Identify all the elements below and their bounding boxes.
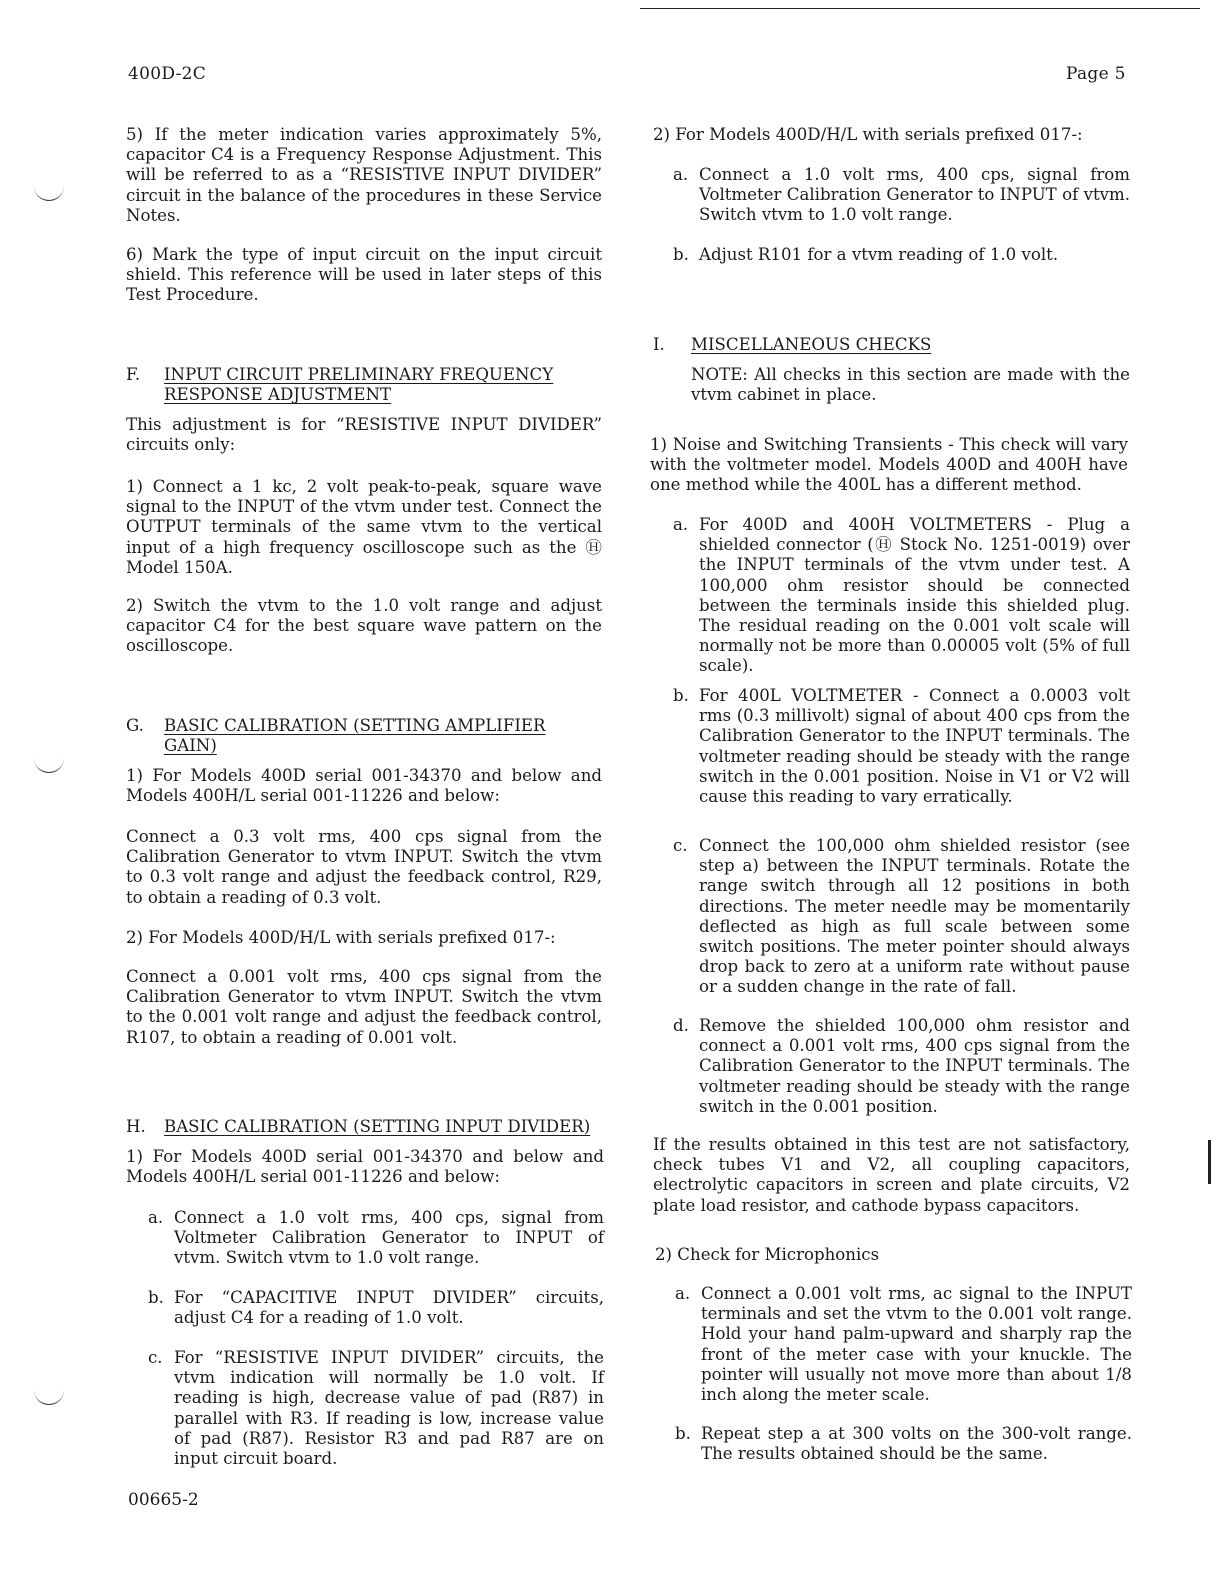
list-item	[673, 836, 1130, 998]
item-text: For 400L VOLTMETER - Connect a 0.0003 volt rms (0.3 millivolt) signal of about 400 cps from the Calibration Generator to the INPUT terminals. The voltmeter reading should be steady with the range switch in the 0.001 position. Noise in V1 or V2 will cause this reading to vary erratically.	[699, 686, 1130, 807]
section-letter: H.	[126, 1117, 146, 1136]
item-text: For “RESISTIVE INPUT DIVIDER” circuits, the vtvm indication will normally be 1.0 volt. If reading is high, decrease value of pad (R87) in parallel with R3. If reading is low, increase value of pad (R87). Resistor R3 and pad R87 are on input circuit board.	[174, 1348, 604, 1469]
section-f-step-2: 2) Switch the vtvm to the 1.0 volt range and adjust capacitor C4 for the best square wave pattern on the oscilloscope.	[126, 596, 602, 656]
item-text: Repeat step a at 300 volts on the 300-volt range. The results obtained should be the same.	[701, 1424, 1132, 1464]
section-title: MISCELLANEOUS CHECKS	[691, 335, 932, 354]
step-5-paragraph: 5) If the meter indication varies approximately 5%, capacitor C4 is a Frequency Response Adjustment. This will be referred to as a “RESISTIVE INPUT DIVIDER” circuit in the balance of the procedures in these Service Notes.	[126, 125, 602, 225]
edge-mark	[1208, 1140, 1211, 1184]
section-i-heading	[653, 335, 1130, 355]
section-f-heading	[126, 365, 602, 405]
list-item	[673, 165, 1130, 226]
footer-code: 00665-2	[128, 1490, 199, 1510]
section-i-step-2: 2) Check for Microphonics	[655, 1245, 880, 1264]
binder-hole-mark	[34, 758, 64, 773]
section-letter: G.	[126, 716, 144, 735]
item-text: Adjust R101 for a vtvm reading of 1.0 volt.	[699, 245, 1059, 264]
section-title: BASIC CALIBRATION (SETTING AMPLIFIER GAIN)	[164, 716, 546, 756]
item-label: c.	[148, 1348, 163, 1367]
section-h-heading	[126, 1117, 604, 1137]
item-text: For 400D and 400H VOLTMETERS - Plug a shielded connector (Ⓗ Stock No. 1251-0019) over the INPUT terminals of the vtvm under test. A 100,000 ohm resistor should be connected between the terminals inside this shielded plug. The residual reading on the 0.001 volt scale will normally not be more than 0.00005 volt (5% of full scale).	[699, 515, 1130, 676]
list-item	[675, 1424, 1132, 1464]
list-item	[148, 1348, 604, 1469]
binder-hole-mark	[34, 186, 64, 201]
item-label: d.	[673, 1016, 689, 1035]
item-label: a.	[148, 1208, 164, 1227]
item-text: Connect the 100,000 ohm shielded resistor (see step a) between the INPUT terminals. Rotate the range switch through all 12 positions in both directions. The meter needle may be momentarily deflected as high as full scale between some switch positions. The meter pointer should always drop back to zero at a uniform rate without pause or a sudden change in the rate of fall.	[699, 836, 1130, 997]
section-g-step-1: 1) For Models 400D serial 001-34370 and below and Models 400H/L serial 001-11226 and below:	[126, 766, 602, 806]
section-i-step-1: 1) Noise and Switching Transients - This check will vary with the voltmeter model. Models 400D and 400H have one method while the 400L has a different method.	[650, 435, 1128, 495]
list-item	[148, 1208, 604, 1269]
list-item	[673, 686, 1130, 807]
list-item	[675, 1284, 1132, 1405]
step-6-paragraph: 6) Mark the type of input circuit on the input circuit shield. This reference will be used in later steps of this Test Procedure.	[126, 245, 602, 305]
item-label: b.	[148, 1288, 164, 1307]
section-g-step-2: 2) For Models 400D/H/L with serials prefixed 017-:	[126, 928, 556, 947]
section-g-step-2-body: Connect a 0.001 volt rms, 400 cps signal from the Calibration Generator to vtvm INPUT. Switch the vtvm to the 0.001 volt range and adjust the feedback control, R107, to obtain a reading of 0.001 volt.	[126, 967, 602, 1047]
item-label: a.	[673, 515, 689, 534]
item-label: b.	[675, 1424, 691, 1443]
section-title: BASIC CALIBRATION (SETTING INPUT DIVIDER)	[164, 1117, 591, 1136]
item-label: b.	[673, 686, 689, 705]
section-h-step-1: 1) For Models 400D serial 001-34370 and below and Models 400H/L serial 001-11226 and below:	[126, 1147, 604, 1187]
binder-hole-mark	[34, 1390, 64, 1405]
top-rule	[640, 8, 1200, 9]
page-number: Page 5	[1066, 64, 1126, 84]
item-label: a.	[675, 1284, 691, 1303]
section-g-step-1-body: Connect a 0.3 volt rms, 400 cps signal from the Calibration Generator to vtvm INPUT. Switch the vtvm to 0.3 volt range and adjust the feedback control, R29, to obtain a reading of 0.3 volt.	[126, 827, 602, 907]
list-item	[148, 1288, 604, 1328]
list-item	[673, 245, 1130, 265]
item-text: For “CAPACITIVE INPUT DIVIDER” circuits, adjust C4 for a reading of 1.0 volt.	[174, 1288, 604, 1328]
section-i-note: NOTE: All checks in this section are made with the vtvm cabinet in place.	[691, 365, 1130, 405]
section-f-intro: This adjustment is for “RESISTIVE INPUT DIVIDER” circuits only:	[126, 415, 602, 455]
list-item	[673, 515, 1130, 677]
section-title: INPUT CIRCUIT PRELIMINARY FREQUENCY RESPONSE ADJUSTMENT	[164, 365, 554, 405]
section-i-step-1-after: If the results obtained in this test are not satisfactory, check tubes V1 and V2, all coupling capacitors, electrolytic capacitors in screen and plate circuits, V2 plate load resistor, and cathode bypass capacitors.	[653, 1135, 1130, 1215]
list-item	[673, 1016, 1130, 1117]
item-text: Remove the shielded 100,000 ohm resistor and connect a 0.001 volt rms, 400 cps signal from the Calibration Generator to the INPUT terminals. The voltmeter reading should be steady with the range switch in the 0.001 position.	[699, 1016, 1130, 1116]
section-g-heading	[126, 716, 602, 756]
document-id: 400D-2C	[128, 64, 207, 84]
item-label: c.	[673, 836, 688, 855]
section-letter: F.	[126, 365, 141, 384]
section-f-step-1: 1) Connect a 1 kc, 2 volt peak-to-peak, square wave signal to the INPUT of the vtvm under test. Connect the OUTPUT terminals of the same vtvm to the vertical input of a high frequency oscilloscope such as the Ⓗ Model 150A.	[126, 477, 602, 577]
section-h-step-2: 2) For Models 400D/H/L with serials prefixed 017-:	[653, 125, 1083, 144]
item-text: Connect a 1.0 volt rms, 400 cps, signal from Voltmeter Calibration Generator to INPUT of vtvm. Switch vtvm to 1.0 volt range.	[174, 1208, 604, 1268]
section-letter: I.	[653, 335, 665, 354]
item-text: Connect a 0.001 volt rms, ac signal to the INPUT terminals and set the vtvm to the 0.001 volt range. Hold your hand palm-upward and sharply rap the front of the meter case with your knuckle. The pointer will usually not move more than about 1/8 inch along the meter scale.	[701, 1284, 1132, 1405]
item-label: b.	[673, 245, 689, 264]
item-text: Connect a 1.0 volt rms, 400 cps, signal from Voltmeter Calibration Generator to INPUT of vtvm. Switch vtvm to 1.0 volt range.	[699, 165, 1130, 225]
item-label: a.	[673, 165, 689, 184]
